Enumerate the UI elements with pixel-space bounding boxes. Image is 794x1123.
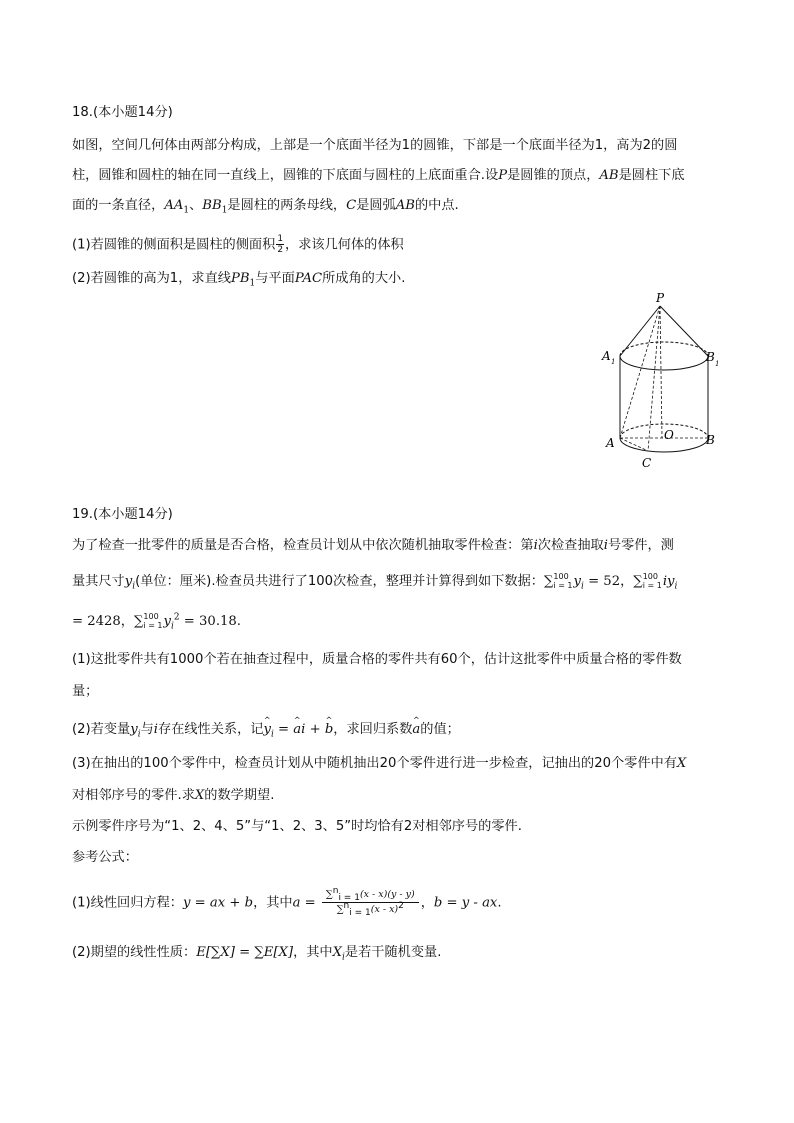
label-A: A [606,436,615,450]
q19-line1: 为了检查一批零件的质量是否合格，检查员计划从中依次随机抽取零件检查：第i次检查抽取i号零件，测 [72,538,674,553]
q18-intro-line1: 如图，空间几何体由两部分构成，上部是一个底面半径为1的圆锥，下部是一个底面半径为1，高为2的圆 [72,138,678,153]
cone-cylinder-figure [596,288,728,474]
q18-header: 18.(本小题14分) [72,105,173,120]
q18-intro-line2: 柱，圆锥和圆柱的轴在同一直线上，圆锥的下底面与圆柱的上底面重合.设P是圆锥的顶点，AB是圆柱下底 [72,168,685,183]
regression-coefficient-fraction: $\frac{\sum^n_{i = 1}(x - x)(y - y)}{\sum^n_{i = 1}(x - x)^2}$ [322,888,419,917]
q19-example: 示例零件序号为“1、2、4、5”与“1、2、3、5”时均恰有2对相邻序号的零件. [72,819,522,834]
label-O: O [664,428,674,442]
q19-header: 19.(本小题14分) [72,507,173,522]
label-C: C [642,456,652,470]
q18-intro-line3: 面的一条直径，$AA_1$、$BB_1$是圆柱的两条母线，C是圆弧AB的中点. [72,198,459,216]
label-A1: A [602,349,611,363]
q19-part1-line1: (1)这批零件共有1000个若在抽查过程中，质量合格的零件共有60个，估计这批零件中质量合格的零件数 [72,652,682,667]
q19-part3-line1: (3)在抽出的100个零件中，检查员计划从中随机抽出20个零件进行进一步检查，记抽出的20个零件中有X [72,756,687,771]
q19-reference-title: 参考公式： [72,850,138,865]
q18-part1: (1)若圆锥的侧面积是圆柱的侧面积 $\frac{1}{2}$ ，求该几何体的体积 [72,234,404,255]
intercept-formula: b = y - ax [433,895,498,911]
q19-part2: (2)若变量$y_i$与i存在线性关系，记^ $y_i$ = ^ ai + ^ b，求回归系数^ a的值； [72,721,722,739]
fraction-one-half: $\frac{1}{2}$ [277,234,284,255]
regression-equation: y = ax + b [183,895,254,911]
expectation-linearity: E[∑X] = ∑E[X] [196,945,294,960]
q19-formula2: (2)期望的线性性质：E[∑X] = ∑E[X]，其中$X_i$是若干随机变量. [72,945,442,963]
q18-part2: (2)若圆锥的高为1，求直线$PB_1$与平面PAC所成角的大小. [72,271,406,289]
label-B1-sub: 1 [715,360,720,368]
q19-formula1: (1)线性回归方程：y = ax + b，其中a = $\frac{\sum^n_{i = 1}(x - x)(y - y)}{\sum^n_{i = 1}(x - x)^2}$ ，b = y - ax. [72,885,502,918]
label-P: P [656,291,665,305]
q19-part1-line2: 量； [72,684,99,699]
q19-part3-line2: 对相邻序号的零件.求X的数学期望. [72,788,275,803]
label-B1: B [706,350,715,364]
label-A1-sub: 1 [611,358,616,366]
q19-line2: 量其尺寸$y_i$(单位：厘米).检查员共进行了100次检查，整理并计算得到如下数据：∑ 100 i = 1 $y_i = 52$，∑ 100 i = 1 $iy_i$ [72,572,678,592]
label-B: B [706,433,715,447]
q19-line3: = 2428，∑ 100 i = 1 $y_i^2 = 30.18$. [72,612,241,632]
